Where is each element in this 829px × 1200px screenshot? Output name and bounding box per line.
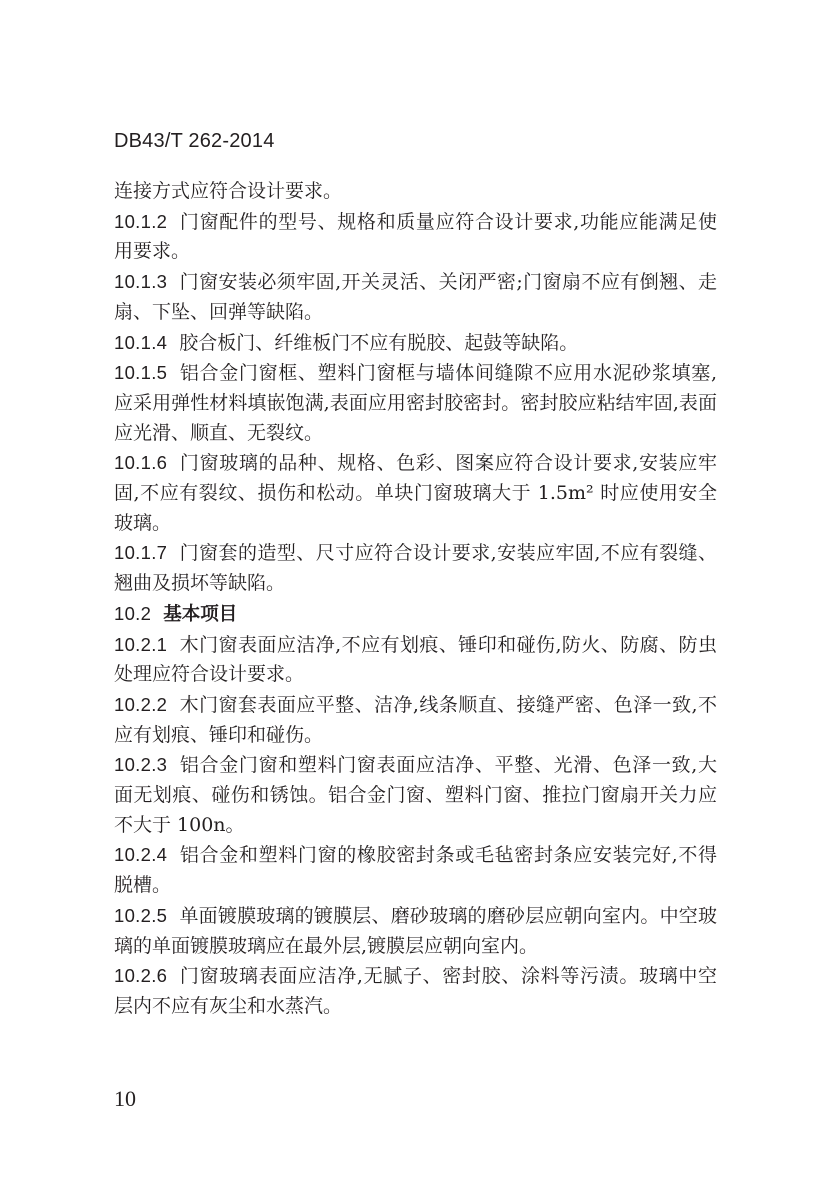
clause-number: 10.1.4 — [114, 331, 168, 353]
clause-10-2-3 — [114, 750, 717, 840]
clause-text: 门窗配件的型号、规格和质量应符合设计要求,功能应能满足使用要求。 — [114, 210, 717, 263]
clause-text: 铝合金和塑料门窗的橡胶密封条或毛毡密封条应安装完好,不得脱槽。 — [114, 844, 717, 897]
continuation-paragraph: 连接方式应符合设计要求。 — [114, 180, 343, 202]
clause-number: 10.2.5 — [114, 904, 168, 926]
clause-text: 门窗套的造型、尺寸应符合设计要求,安装应牢固,不应有裂缝、翘曲及损坏等缺陷。 — [114, 542, 717, 595]
clause-number: 10.2.3 — [114, 754, 168, 776]
clause-number: 10.1.5 — [114, 362, 168, 384]
clause-10-2-4 — [114, 840, 717, 900]
clause-10-1-5 — [114, 358, 717, 448]
clause-10-2-5 — [114, 901, 717, 961]
clause-text: 门窗玻璃的品种、规格、色彩、图案应符合设计要求,安装应牢固,不应有裂纹、损伤和松动。单块门窗玻璃大于 1.5m² 时应使用安全玻璃。 — [114, 452, 717, 534]
clause-text: 木门窗套表面应平整、洁净,线条顺直、接缝严密、色泽一致,不应有划痕、锤印和碰伤。 — [114, 693, 717, 746]
clause-text: 门窗安装必须牢固,开关灵活、关闭严密;门窗扇不应有倒翘、走扇、下坠、回弹等缺陷。 — [114, 271, 717, 323]
clause-text: 门窗玻璃表面应洁净,无腻子、密封胶、涂料等污渍。玻璃中空层内不应有灰尘和水蒸汽。 — [114, 965, 717, 1017]
clause-number: 10.1.7 — [114, 542, 168, 564]
document-body — [114, 177, 717, 1022]
clause-10-1-4 — [114, 328, 717, 359]
section-title: 基本项目 — [163, 603, 238, 625]
section-number: 10.2 — [114, 602, 152, 624]
clause-text: 铝合金门窗框、塑料门窗框与墙体间缝隙不应用水泥砂浆填塞,应采用弹性材料填嵌饱满,表面应用密封胶密封。密封胶应粘结牢固,表面应光滑、顺直、无裂纹。 — [114, 362, 717, 444]
clause-10-1-6 — [114, 448, 717, 538]
clause-number: 10.1.3 — [114, 271, 168, 293]
clause-number: 10.1.6 — [114, 452, 168, 474]
clause-number: 10.2.2 — [114, 693, 168, 715]
clause-10-2-1 — [114, 630, 717, 690]
section-heading-10-2 — [114, 599, 717, 630]
clause-10-2-6 — [114, 961, 717, 1021]
clause-10-1-3 — [114, 267, 717, 327]
clause-text: 铝合金门窗和塑料门窗表面应洁净、平整、光滑、色泽一致,大面无划痕、碰伤和锈蚀。铝合金门窗、塑料门窗、推拉门窗扇开关力应不大于 100n。 — [114, 754, 717, 836]
clause-number: 10.2.1 — [114, 633, 168, 655]
clause-text: 胶合板门、纤维板门不应有脱胶、起鼓等缺陷。 — [179, 331, 579, 354]
clause-number: 10.1.2 — [114, 210, 168, 232]
clause-10-1-2 — [114, 207, 717, 267]
clause-number: 10.2.4 — [114, 844, 168, 866]
clause-10-1-7 — [114, 538, 717, 598]
clause-10-2-2 — [114, 690, 717, 750]
document-code-header: DB43/T 262-2014 — [114, 130, 275, 152]
clause-number: 10.2.6 — [114, 965, 168, 987]
page-number: 10 — [114, 1086, 136, 1111]
clause-text: 单面镀膜玻璃的镀膜层、磨砂玻璃的磨砂层应朝向室内。中空玻璃的单面镀膜玻璃应在最外层,镀膜层应朝向室内。 — [114, 904, 717, 957]
clause-text: 木门窗表面应洁净,不应有划痕、锤印和碰伤,防火、防腐、防虫处理应符合设计要求。 — [114, 633, 717, 686]
